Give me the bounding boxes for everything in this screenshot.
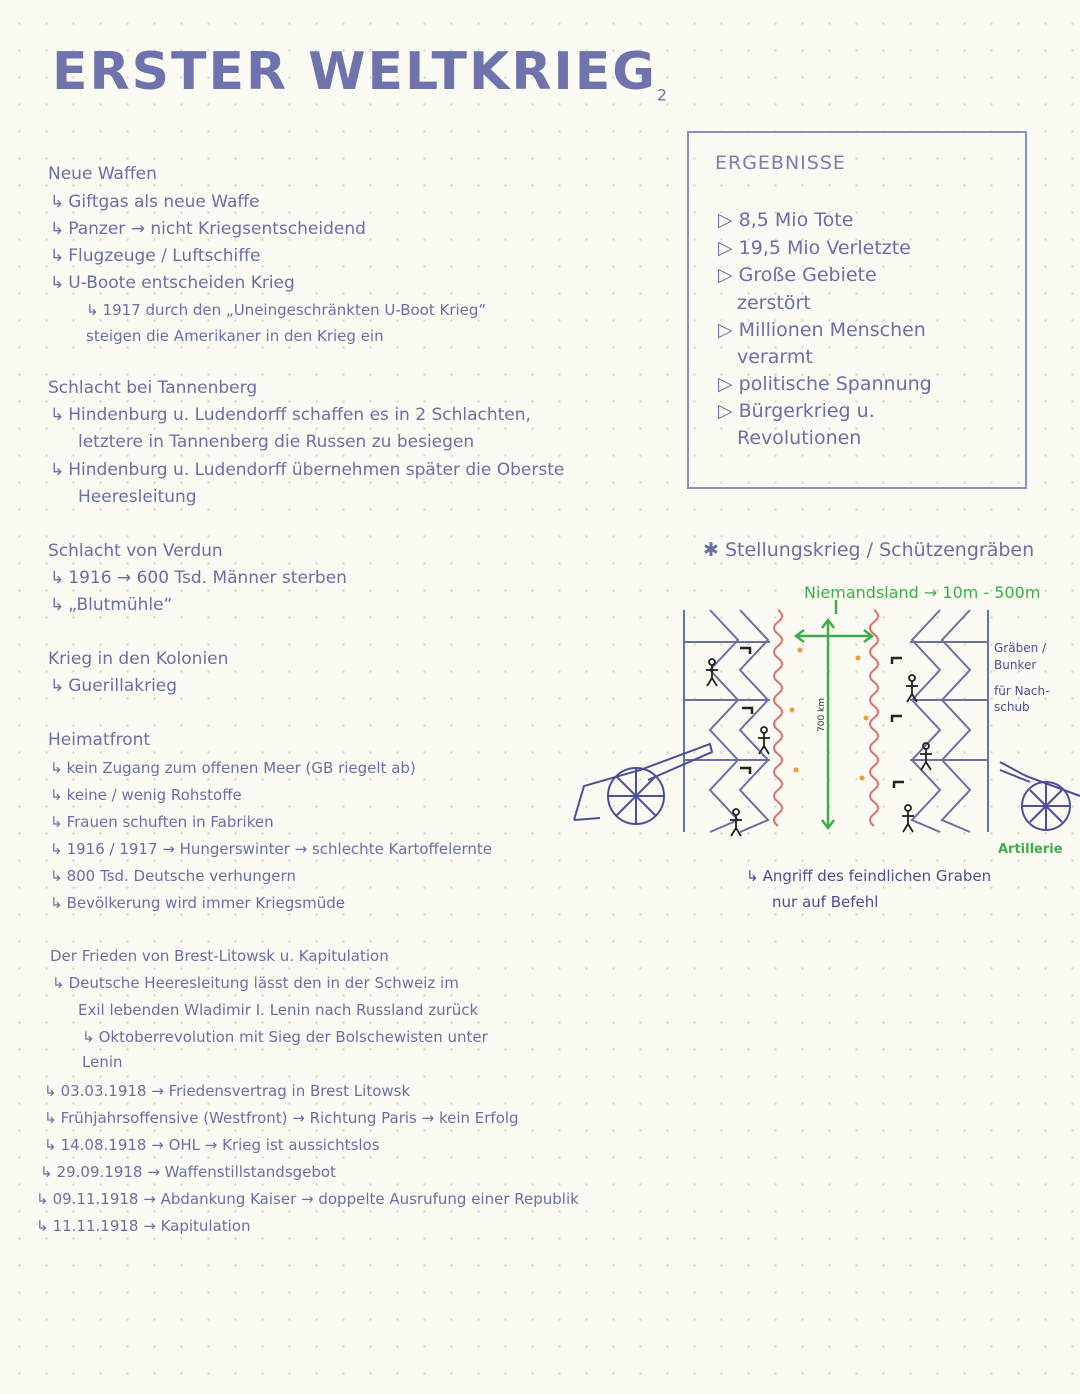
return-arrow-icon: ↳: [50, 568, 65, 588]
return-arrow-icon: ↳: [44, 1082, 57, 1100]
waffen-sub-line: [86, 300, 486, 320]
return-arrow-icon: ↳: [50, 894, 63, 912]
niemandsland-label: Niemandsland → 10m - 500m: [804, 583, 1041, 602]
tannenberg-line: [50, 460, 564, 480]
return-arrow-icon: ↳: [52, 974, 65, 992]
return-arrow-icon: ↳: [50, 460, 65, 480]
graben-label-2: Bunker: [994, 658, 1037, 672]
waffen-item: [50, 219, 366, 239]
heimatfront-text: keine / wenig Rohstoffe: [66, 786, 242, 804]
frieden-line: Lenin: [82, 1053, 123, 1071]
angriff-line-2: nur auf Befehl: [772, 893, 879, 911]
return-arrow-icon: ↳: [50, 867, 63, 885]
frieden-line: Exil lebenden Wladimir I. Lenin nach Russland zurück: [78, 1001, 479, 1019]
timeline-item: [40, 1162, 336, 1182]
return-arrow-icon: ↳: [50, 595, 65, 615]
cannon-left-icon: [574, 744, 712, 824]
return-arrow-icon: ↳: [40, 1163, 53, 1181]
ergebnisse-line: ▷ 19,5 Mio Verletzte: [718, 237, 911, 259]
timeline-text: 11.11.1918 → Kapitulation: [52, 1217, 251, 1235]
timeline-text: 09.11.1918 → Abdankung Kaiser → doppelte Ausrufung einer Republik: [52, 1190, 579, 1208]
diagram-heading: ✱ Stellungskrieg / Schützengräben: [703, 539, 1035, 561]
return-arrow-icon: ↳: [746, 867, 759, 885]
heimatfront-heading: Heimatfront: [48, 730, 151, 750]
heimatfront-item: [50, 893, 345, 913]
tannenberg-line: letztere in Tannenberg die Russen zu besiegen: [78, 432, 475, 452]
timeline-item: [44, 1081, 410, 1101]
return-arrow-icon: ↳: [36, 1190, 49, 1208]
distance-label: 700 km: [817, 697, 827, 732]
verdun-line: [50, 568, 347, 588]
timeline-item: [36, 1189, 579, 1209]
verdun-text: 1916 → 600 Tsd. Männer sterben: [68, 568, 347, 588]
waffen-sub-text: 1917 durch den „Uneingeschränkten U-Boot Krieg“: [102, 301, 487, 319]
return-arrow-icon: ↳: [50, 676, 65, 696]
heimatfront-item: [50, 866, 296, 886]
tannenberg-text: Hindenburg u. Ludendorff schaffen es in 2 Schlachten,: [68, 405, 531, 425]
return-arrow-icon: ↳: [86, 301, 99, 319]
kolonien-text: Guerillakrieg: [68, 676, 178, 696]
ergebnisse-heading: ERGEBNISSE: [715, 152, 846, 174]
cannon-right-icon: [1000, 762, 1080, 830]
angriff-line: [746, 866, 991, 886]
tannenberg-line: [50, 405, 531, 425]
timeline-item: [44, 1108, 519, 1128]
return-arrow-icon: ↳: [36, 1217, 49, 1235]
heimatfront-item: [50, 812, 274, 832]
return-arrow-icon: ↳: [50, 786, 63, 804]
ergebnisse-line: ▷ 8,5 Mio Tote: [718, 209, 854, 231]
verdun-text: „Blutmühle“: [68, 595, 173, 615]
title-text: ERSTER WELTKRIEG: [52, 42, 657, 102]
ergebnisse-line: ▷ Große Gebiete: [718, 264, 877, 286]
return-arrow-icon: ↳: [50, 219, 65, 239]
return-arrow-icon: ↳: [82, 1028, 95, 1046]
title-subscript: 2: [656, 85, 670, 105]
tannenberg-heading: Schlacht bei Tannenberg: [48, 378, 258, 398]
waffen-sub-line-2: steigen die Amerikaner in den Krieg ein: [86, 327, 384, 345]
verdun-heading: Schlacht von Verdun: [48, 541, 223, 561]
timeline-text: 29.09.1918 → Waffenstillstandsgebot: [56, 1163, 336, 1181]
waffen-item: [50, 192, 260, 212]
verdun-line: [50, 595, 172, 615]
heimatfront-text: Frauen schuften in Fabriken: [66, 813, 274, 831]
timeline-text: Frühjahrsoffensive (Westfront) → Richtung Paris → kein Erfolg: [60, 1109, 519, 1127]
waffen-item-text: Panzer → nicht Kriegsentscheidend: [68, 219, 366, 239]
heimatfront-item: [50, 758, 416, 778]
right-bunker-lines: [910, 610, 988, 832]
heimatfront-item: [50, 785, 242, 805]
heimatfront-text: 800 Tsd. Deutsche verhungern: [66, 867, 296, 885]
return-arrow-icon: ↳: [50, 192, 65, 212]
tannenberg-text: Hindenburg u. Ludendorff übernehmen später die Oberste: [68, 460, 565, 480]
ergebnisse-line: verarmt: [737, 346, 813, 368]
kolonien-heading: Krieg in den Kolonien: [48, 649, 229, 669]
waffen-item-text: Flugzeuge / Luftschiffe: [68, 246, 261, 266]
frieden-line: [82, 1027, 488, 1047]
heimatfront-text: kein Zugang zum offenen Meer (GB riegelt ab): [66, 759, 416, 777]
graben-label-1: Gräben /: [994, 641, 1047, 655]
return-arrow-icon: ↳: [50, 840, 63, 858]
ergebnisse-line: Revolutionen: [737, 427, 862, 449]
waffen-heading: Neue Waffen: [48, 164, 157, 184]
graben-label-4: schub: [994, 700, 1030, 714]
angriff-text: Angriff des feindlichen Graben: [762, 867, 992, 885]
kolonien-line: [50, 676, 177, 696]
frieden-text: Oktoberrevolution mit Sieg der Bolschewisten unter: [98, 1028, 488, 1046]
return-arrow-icon: ↳: [50, 759, 63, 777]
artillerie-label: Artillerie: [998, 842, 1063, 857]
tannenberg-line: Heeresleitung: [78, 487, 197, 507]
timeline-text: 14.08.1918 → OHL → Krieg ist aussichtslos: [60, 1136, 380, 1154]
return-arrow-icon: ↳: [50, 246, 65, 266]
return-arrow-icon: ↳: [50, 273, 65, 293]
timeline-item: [44, 1135, 380, 1155]
frieden-line: [52, 973, 459, 993]
left-bunker-lines: [684, 610, 770, 832]
return-arrow-icon: ↳: [44, 1136, 57, 1154]
frieden-text: Deutsche Heeresleitung lässt den in der Schweiz im: [68, 974, 459, 992]
heimatfront-text: Bevölkerung wird immer Kriegsmüde: [66, 894, 345, 912]
frieden-heading: Der Frieden von Brest-Litowsk u. Kapitulation: [50, 947, 389, 965]
ergebnisse-line: zerstört: [737, 292, 811, 314]
ergebnisse-line: ▷ politische Spannung: [718, 373, 932, 395]
ergebnisse-line: ▷ Millionen Menschen: [718, 319, 926, 341]
waffen-item-text: Giftgas als neue Waffe: [68, 192, 260, 212]
waffen-item: [50, 246, 260, 266]
page-title: [52, 42, 669, 104]
soldier-icons: [706, 659, 932, 836]
distance-arrows: [796, 600, 872, 828]
timeline-text: 03.03.1918 → Friedensvertrag in Brest Litowsk: [60, 1082, 411, 1100]
waffen-item-text: U-Boote entscheiden Krieg: [68, 273, 295, 293]
waffen-item: [50, 273, 295, 293]
trench-diagram: [560, 600, 1080, 850]
graben-label-3: für Nach-: [994, 684, 1050, 698]
return-arrow-icon: ↳: [44, 1109, 57, 1127]
heimatfront-text: 1916 / 1917 → Hungerswinter → schlechte Kartoffelernte: [66, 840, 493, 858]
return-arrow-icon: ↳: [50, 813, 63, 831]
timeline-item: [36, 1216, 251, 1236]
heimatfront-item: [50, 839, 492, 859]
ergebnisse-line: ▷ Bürgerkrieg u.: [718, 400, 875, 422]
return-arrow-icon: ↳: [50, 405, 65, 425]
